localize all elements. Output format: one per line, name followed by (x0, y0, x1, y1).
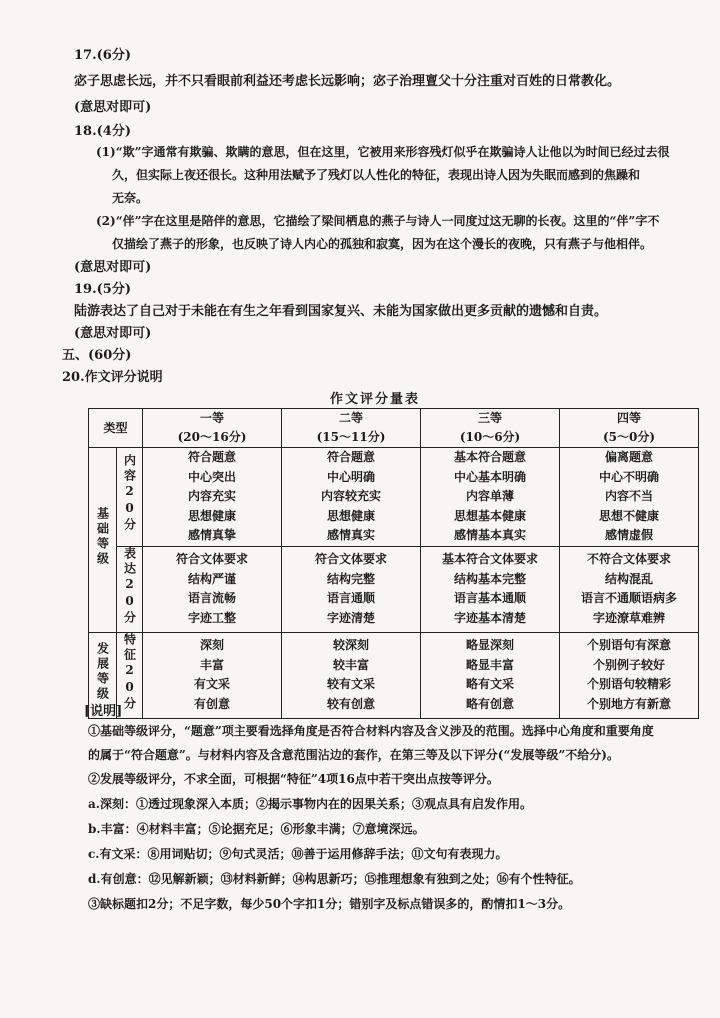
grade-range: (20～16分) (177, 430, 247, 444)
note-a: a.深刻：①透过现象深入本质；②揭示事物内在的因果关系；③观点具有启发作用。 (88, 797, 532, 811)
criterion: 深刻 (200, 638, 225, 652)
criterion: 有文采 (194, 677, 231, 691)
criterion: 符合文体要求 (176, 552, 249, 566)
q18-heading: 18.(4分) (74, 124, 131, 139)
criterion: 丰富 (200, 657, 225, 672)
basic-level-text: 基础等级 (95, 506, 110, 567)
criterion: 内容单薄 (466, 489, 515, 503)
row-expression (89, 546, 699, 632)
criterion: 个别例子较好 (593, 657, 666, 672)
note-d: d.有创意：⑫见解新颖；⑬材料新鲜；⑭构思新巧；⑮推理想象有独到之处；⑯有个性特征。 (88, 872, 581, 886)
criterion: 中心不明确 (599, 469, 660, 484)
criterion: 感情真实 (327, 528, 376, 542)
content-grade-2 (282, 448, 421, 547)
criterion: 感情基本真实 (454, 528, 527, 542)
criterion: 思想不健康 (599, 508, 660, 523)
criterion: 语言不通顺语病多 (581, 591, 678, 605)
note-2: ②发展等级评分，不求全面，可根据“特征”4项16点中若干突出点按等评分。 (88, 772, 499, 786)
content-grade-4 (560, 448, 699, 547)
criterion: 语言通顺 (327, 591, 376, 605)
grade-range: (5～0分) (602, 430, 656, 444)
criterion: 基本符合文体要求 (442, 552, 539, 566)
expression-grade-3 (421, 546, 560, 632)
grade-name: 四等 (617, 411, 642, 425)
criterion: 感情虚假 (605, 528, 654, 542)
expression-grade-1 (143, 546, 282, 632)
criterion: 不符合文体要求 (587, 552, 672, 566)
note-3: ③缺标题扣2分；不足字数，每少50个字扣1分；错别字及标点错误多的，酌情扣1～3分。 (88, 897, 571, 911)
grade-header-1 (143, 409, 282, 448)
criterion: 中心基本明确 (454, 469, 527, 484)
grade-range: (10～6分) (459, 430, 521, 444)
criterion: 结构严谨 (188, 571, 237, 586)
q18-p2-line1: (2)“伴”字在这里是陪伴的意思，它描绘了梁间栖息的燕子与诗人一同度过这无聊的长夜。这里的“伴”字不 (96, 214, 660, 228)
feature-sub-text: 特征20分 (122, 632, 137, 712)
criterion: 思想健康 (188, 508, 237, 523)
criterion: 结构混乱 (605, 571, 654, 586)
feature-grade-2 (282, 632, 421, 718)
criterion: 个别语句较精彩 (587, 677, 672, 691)
criterion: 较有文采 (327, 677, 376, 691)
expression-sub-text: 表达20分 (122, 546, 137, 626)
content-grade-1 (143, 448, 282, 547)
criterion: 符合题意 (188, 450, 237, 464)
criterion: 字迹潦草难辨 (593, 610, 666, 625)
criterion: 内容较充实 (321, 489, 382, 503)
q17-answer: 宓子思虑长远，并不只看眼前利益还考虑长远影响；宓子治理亶父十分注重对百姓的日常教化。 (74, 74, 621, 89)
criterion: 有创意 (194, 696, 231, 711)
grade-name: 一等 (200, 411, 225, 425)
table-header-row (89, 409, 699, 448)
q19-heading: 19.(5分) (74, 282, 131, 297)
note-c: c.有文采：⑧用词贴切；⑨句式灵活；⑩善于运用修辞手法；⑪文句有表现力。 (88, 847, 508, 861)
grade-header-4 (560, 409, 699, 448)
criterion: 个别语句有深意 (587, 638, 672, 652)
criterion: 较有创意 (327, 696, 376, 711)
criterion: 字迹工整 (188, 610, 237, 625)
q17-heading: 17.(6分) (74, 48, 131, 63)
criterion: 略有文采 (466, 677, 515, 691)
expression-grade-4 (560, 546, 699, 632)
type-header: 类型 (89, 409, 143, 448)
content-grade-3 (421, 448, 560, 547)
criterion: 略显深刻 (466, 638, 515, 652)
criterion: 略显丰富 (466, 657, 515, 672)
criterion: 略有创意 (466, 696, 515, 711)
expression-grade-2 (282, 546, 421, 632)
criterion: 思想基本健康 (454, 508, 527, 523)
q18-p1-line2: 久，但实际上夜还很长。这种用法赋予了残灯以人性化的特征，表现出诗人因为失眠而感到的焦躁和 (112, 168, 641, 182)
expression-sub-label (117, 546, 143, 632)
content-sub-label (117, 448, 143, 547)
criterion: 思想健康 (327, 508, 376, 523)
grade-name: 二等 (339, 411, 364, 425)
criterion: 内容充实 (188, 489, 237, 503)
grade-header-2 (282, 409, 421, 448)
criterion: 较丰富 (333, 657, 370, 672)
criterion: 中心突出 (188, 469, 237, 484)
section-five: 五、(60分) (62, 348, 132, 363)
q18-note: (意思对即可) (74, 260, 152, 275)
note-b: b.丰富：④材料丰富；⑤论据充足；⑥形象丰满；⑦意境深远。 (88, 822, 425, 836)
feature-grade-1 (143, 632, 282, 718)
note-1-line2: 的属于“符合题意”。与材料内容及含意范围沾边的套作，在第三等及以下评分(“发展等级”不给分)。 (88, 748, 619, 762)
table-title: 作文评分量表 (330, 392, 421, 407)
criterion: 较深刻 (333, 638, 370, 652)
criterion: 结构基本完整 (454, 571, 527, 586)
grade-name: 三等 (478, 411, 503, 425)
basic-level-label (89, 448, 117, 633)
q17-note: (意思对即可) (74, 100, 152, 115)
row-feature (89, 632, 699, 718)
criterion: 感情真挚 (188, 528, 237, 542)
criterion: 语言基本通顺 (454, 591, 527, 605)
criterion: 字迹基本清楚 (454, 610, 527, 625)
grade-header-3 (421, 409, 560, 448)
feature-grade-3 (421, 632, 560, 718)
grade-range: (15～11分) (316, 430, 386, 444)
q18-p1-line3: 无奈。 (112, 191, 149, 205)
criterion: 符合题意 (327, 450, 376, 464)
criterion: 结构完整 (327, 571, 376, 586)
criterion: 偏离题意 (605, 450, 654, 464)
criterion: 字迹清楚 (327, 610, 376, 625)
dev-level-text: 发展等级 (95, 642, 110, 702)
criterion: 个别地方有新意 (587, 696, 672, 711)
q18-p1-line1: (1)“欺”字通常有欺骗、欺瞒的意思，但在这里，它被用来形容残灯似乎在欺骗诗人让他以为时间已经过去很 (96, 145, 670, 159)
row-content (89, 448, 699, 547)
criterion: 语言流畅 (188, 591, 237, 605)
content-sub-text: 内容20分 (122, 454, 137, 534)
criterion: 内容不当 (605, 489, 654, 503)
feature-grade-4 (560, 632, 699, 718)
q18-p2-line2: 仅描绘了燕子的形象，也反映了诗人内心的孤独和寂寞，因为在这个漫长的夜晚，只有燕子与他相伴。 (112, 237, 653, 251)
q20-heading: 20.作文评分说明 (62, 370, 163, 385)
scoring-table (88, 408, 699, 719)
note-1-line1: ①基础等级评分，“题意”项主要看选择角度是否符合材料内容及含义涉及的范围。选择中心角度和重要角度 (88, 724, 654, 738)
q19-answer: 陆游表达了自己对于未能在有生之年看到国家复兴、未能为国家做出更多贡献的遗憾和自责。 (74, 304, 608, 319)
notes-heading: [说明] (84, 704, 123, 719)
q19-note: (意思对即可) (74, 326, 152, 341)
criterion: 符合文体要求 (315, 552, 388, 566)
criterion: 基本符合题意 (454, 450, 527, 464)
criterion: 中心明确 (327, 469, 376, 484)
